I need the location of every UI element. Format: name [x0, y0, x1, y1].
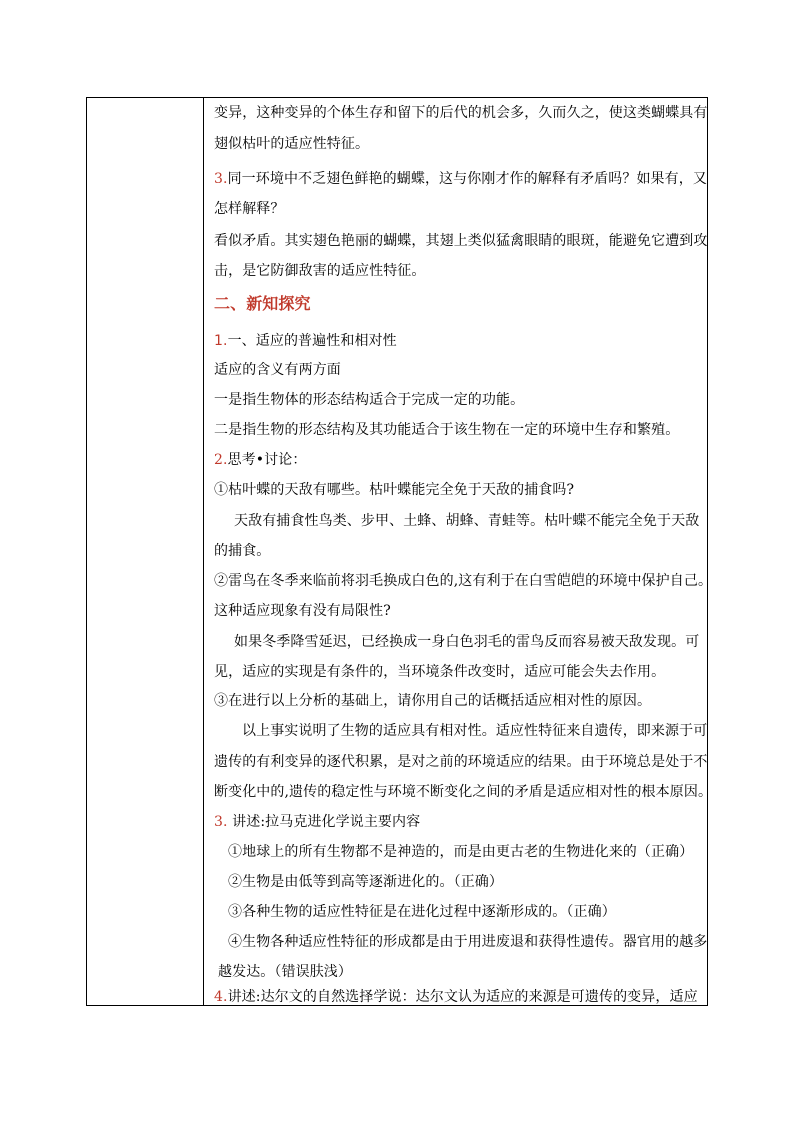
lesson-table	[86, 97, 713, 1006]
text-line: 二是指生物的形态结构及其功能适合于该生物在一定的环境中生存和繁殖。	[214, 422, 680, 438]
text-line: 看似矛盾。其实翅色艳丽的蝴蝶，其翅上类似猛禽眼睛的眼斑，能避免它遭到攻	[214, 233, 708, 249]
content-cell	[214, 98, 713, 1005]
text-line: ①枯叶蝶的天敌有哪些。枯叶蝶能完全免于天敌的捕食吗?	[214, 482, 575, 498]
text-line: 击，是它防御敌害的适应性特征。	[214, 263, 426, 279]
text-line: 变异，这种变异的个体生存和留下的后代的机会多，久而久之，使这类蝴蝶具有	[214, 105, 708, 121]
text-line: ③各种生物的适应性特征是在进化过程中逐渐形成的。（正确）	[228, 904, 616, 920]
text-line: ①地球上的所有生物都不是神造的，而是由更古老的生物进化来的（正确）	[228, 844, 694, 860]
text-line: ③在进行以上分析的基础上，请你用自己的话概括适应相对性的原因。	[214, 693, 652, 709]
item-1: 1.一、适应的普遍性和相对性	[214, 333, 397, 349]
text-line: 天敌有捕食性鸟类、步甲、土蜂、胡蜂、青蛙等。枯叶蝶不能完全免于天敌	[234, 513, 700, 529]
question-3: 3.同一环境中不乏翅色鲜艳的蝴蝶，这与你刚才作的解释有矛盾吗？如果有，又	[214, 171, 707, 187]
text-line: 这种适应现象有没有局限性?	[214, 603, 391, 619]
text-line: 如果冬季降雪延迟，已经换成一身白色羽毛的雷鸟反而容易被天敌发现。可	[234, 634, 700, 650]
column-divider	[203, 98, 204, 1005]
text-line: 的捕食。	[214, 543, 271, 559]
text-line: 怎样解释？	[214, 201, 285, 217]
section-heading: 二、新知探究	[214, 294, 311, 313]
item-4: 4.讲述:达尔文的自然选择学说：达尔文认为适应的来源是可遗传的变异，适应	[214, 989, 698, 1005]
text-line: 见，适应的实现是有条件的，当环境条件改变时，适应可能会失去作用。	[214, 664, 666, 680]
text-line: 翅似枯叶的适应性特征。	[214, 136, 370, 152]
text-line: 一是指生物体的形态结构适合于完成一定的功能。	[214, 392, 525, 408]
text-line: ②雷鸟在冬季来临前将羽毛换成白色的,这有利于在白雪皑皑的环境中保护自己。	[214, 573, 713, 589]
text-line: 越发达。（错误肤浅）	[218, 964, 352, 980]
text-line: 遗传的有利变异的逐代积累，是对之前的环境适应的结果。由于环境总是处于不	[214, 754, 708, 770]
item-3: 3. 讲述:拉马克进化学说主要内容	[214, 814, 421, 830]
item-2: 2.思考•讨论：	[214, 452, 307, 468]
text-line: 适应的含义有两方面	[214, 362, 341, 378]
text-line: ②生物是由低等到高等逐渐进化的。（正确）	[228, 874, 503, 890]
text-line: 以上事实说明了生物的适应具有相对性。适应性特征来自遗传，即来源于可	[242, 723, 708, 739]
text-line: ④生物各种适应性特征的形成都是由于用进废退和获得性遗传。器官用的越多	[228, 934, 708, 950]
text-line: 断变化中的,遗传的稳定性与环境不断变化之间的矛盾是适应相对性的根本原因。	[214, 784, 713, 800]
